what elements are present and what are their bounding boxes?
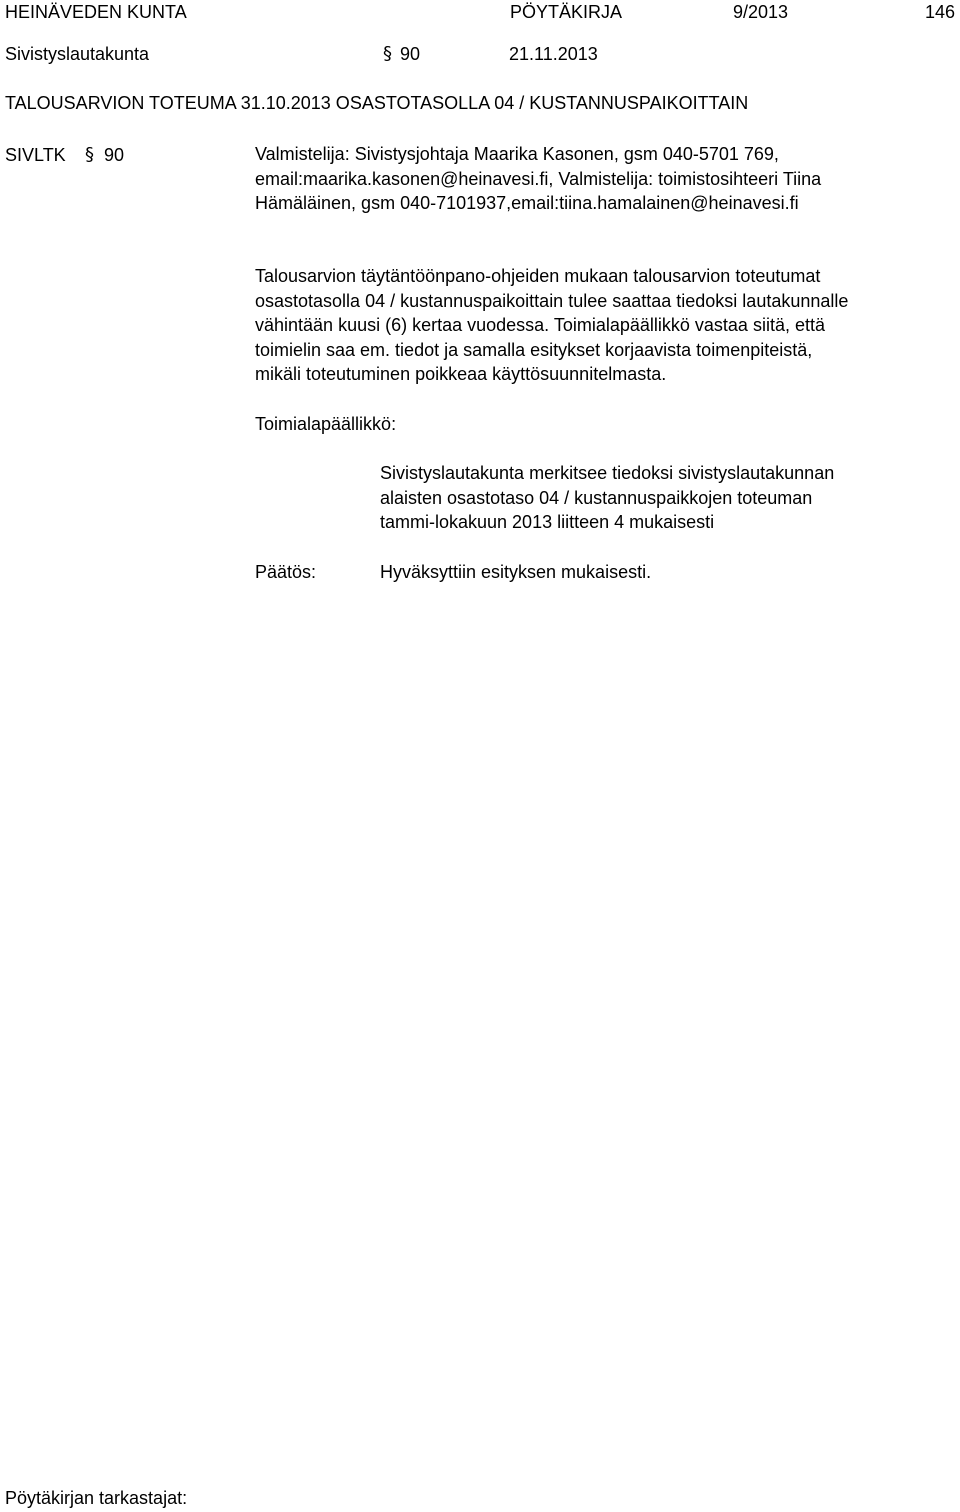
- section-symbol-icon: §: [383, 43, 392, 64]
- proposal-line: tammi-lokakuun 2013 liitteen 4 mukaisesti: [380, 512, 715, 532]
- preparer-line: Hämäläinen, gsm 040-7101937,email:tiina.hamalainen@heinavesi.fi: [255, 193, 799, 213]
- preparer-line: email:maarika.kasonen@heinavesi.fi, Valmistelija: toimistosihteeri Tiina: [255, 168, 822, 189]
- description-line: mikäli toteutuminen poikkeaa käyttösuunnitelmasta.: [255, 364, 667, 384]
- page-title: TALOUSARVION TOTEUMA 31.10.2013 OSASTOTASOLLA 04 / KUSTANNUSPAIKOITTAIN: [5, 93, 749, 113]
- preparer-line: Valmistelija: Sivistysjohtaja Maarika Kasonen, gsm 040-5701 769,: [255, 144, 779, 164]
- body-name: Sivistyslautakunta: [5, 44, 150, 64]
- proposal-text: [380, 461, 834, 535]
- document-type: PÖYTÄKIRJA: [510, 2, 623, 22]
- reviewers-label: Pöytäkirjan tarkastajat:: [5, 1488, 188, 1508]
- proposal-line: alaisten osastotaso 04 / kustannuspaikkojen toteuman: [380, 487, 813, 508]
- section-number: 90: [400, 44, 421, 64]
- description-line: toimielin saa em. tiedot ja samalla esitykset korjaavista toimenpiteistä,: [255, 339, 813, 360]
- proposal-label: Toimialapäällikkö:: [255, 414, 397, 434]
- decision-text: Hyväksyttiin esityksen mukaisesti.: [380, 562, 652, 582]
- description-line: Talousarvion täytäntöönpano-ohjeiden mukaan talousarvion toteutumat: [255, 266, 821, 286]
- decision-label: Päätös:: [255, 562, 317, 582]
- description-paragraph: [255, 264, 848, 387]
- page-number: 146: [925, 2, 956, 22]
- preparer-block: [255, 142, 821, 216]
- meeting-date: 21.11.2013: [509, 44, 598, 64]
- case-ref-number: 90: [104, 145, 125, 165]
- document-number: 9/2013: [733, 2, 789, 22]
- proposal-line: Sivistyslautakunta merkitsee tiedoksi sivistyslautakunnan: [380, 463, 835, 483]
- description-line: vähintään kuusi (6) kertaa vuodessa. Toimialapäällikkö vastaa siitä, että: [255, 315, 825, 335]
- case-ref-prefix: SIVLTK: [5, 145, 66, 165]
- case-section-symbol-icon: §: [85, 144, 94, 165]
- municipality-name: HEINÄVEDEN KUNTA: [5, 2, 187, 22]
- description-line: osastotasolla 04 / kustannuspaikoittain tulee saattaa tiedoksi lautakunnalle: [255, 290, 849, 311]
